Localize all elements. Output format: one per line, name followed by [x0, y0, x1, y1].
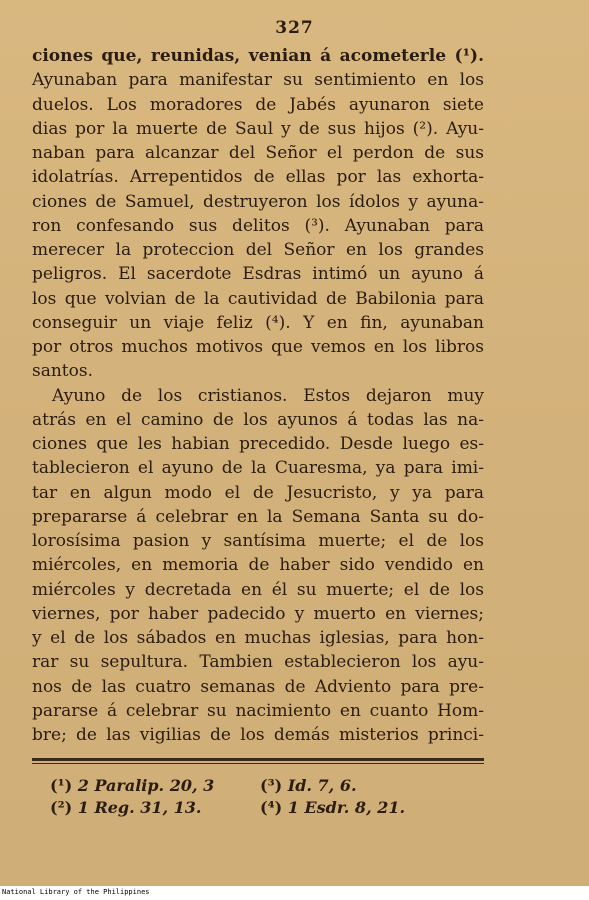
text-line: pararse á celebrar su nacimiento en cuanto Hom-	[32, 700, 484, 721]
text-line: idolatrías. Arrepentidos de ellas por las exhorta-	[32, 167, 484, 188]
text-line: prepararse á celebrar en la Semana Santa su do-	[32, 506, 484, 527]
text-line: tar en algun modo el de Jesucristo, y ya para	[32, 482, 484, 503]
body-text	[32, 44, 484, 747]
text-line: ron confesando sus delitos (³). Ayunaban para	[32, 215, 484, 236]
section-heading-line: Ayuno de los cristianos. Estos dejaron muy	[52, 385, 484, 406]
text-line: santos.	[32, 361, 94, 382]
text-line: por otros muchos motivos que vemos en los libros	[32, 337, 484, 357]
footnote-rule-thin	[32, 763, 484, 764]
text-line: miércoles y decretada en él su muerte; el de los	[32, 579, 484, 600]
text-line: viernes, por haber padecido y muerto en viernes;	[32, 603, 484, 624]
text-line: los que volvian de la cautividad de Babilonia para	[32, 288, 484, 309]
footnote-mark: (¹)	[50, 776, 73, 795]
text-line: ciones que, reunidas, venian á acometerle (¹).	[32, 46, 484, 66]
footnote-rule	[32, 758, 484, 761]
footnote-mark: (³)	[260, 776, 283, 795]
text-line: Ayunaban para manifestar su sentimiento en los	[32, 70, 484, 91]
text-line: dias por la muerte de Saul y de sus hijos (²). Ayu-	[32, 118, 484, 139]
footnote-mark: (²)	[50, 798, 73, 817]
text-line: miércoles, en memoria de haber sido vendido en	[32, 555, 484, 576]
text-line: ciones de Samuel, destruyeron los ídolos y ayuna-	[32, 191, 484, 212]
text-line: merecer la proteccion del Señor en los grandes	[32, 240, 484, 260]
footnote	[50, 797, 260, 819]
footnote-reference: 2 Paralip. 20, 3	[77, 776, 215, 795]
text-line: atrás en el camino de los ayunos á todas las na-	[32, 409, 484, 430]
text-line: nos de las cuatro semanas de Adviento para pre-	[32, 676, 484, 697]
footnote	[260, 797, 470, 819]
text-line: lorosísima pasion y santísima muerte; el de los	[32, 531, 484, 551]
text-line: peligros. El sacerdote Esdras intimó un ayuno á	[32, 264, 484, 285]
library-credit: National Library of the Philippines	[2, 888, 150, 896]
text-line: rar su sepultura. Tambien establecieron los ayu-	[32, 652, 484, 673]
footnote-reference: 1 Reg. 31, 13.	[77, 798, 202, 817]
text-line: conseguir un viaje feliz (⁴). Y en fin, ayunaban	[32, 312, 484, 333]
footnotes	[50, 775, 470, 819]
text-line: tablecieron el ayuno de la Cuaresma, ya para imi-	[32, 458, 484, 479]
footnote-reference: Id. 7, 6.	[287, 776, 357, 795]
footnote-reference: 1 Esdr. 8, 21.	[287, 798, 406, 817]
footnote-row	[50, 775, 470, 797]
text-line: y el de los sábados en muchas iglesias, para hon-	[32, 628, 484, 648]
text-line: ciones que les habian precedido. Desde luego es-	[32, 434, 484, 454]
text-line: bre; de las vigilias de los demás misterios princi-	[32, 725, 484, 745]
footnote	[260, 775, 470, 797]
text-line: duelos. Los moradores de Jabés ayunaron siete	[32, 94, 484, 115]
footnote-mark: (⁴)	[260, 798, 283, 817]
footnote-row	[50, 797, 470, 819]
page-number: 327	[275, 18, 314, 38]
footnote	[50, 775, 260, 797]
text-line: naban para alcanzar del Señor el perdon de sus	[32, 143, 484, 163]
